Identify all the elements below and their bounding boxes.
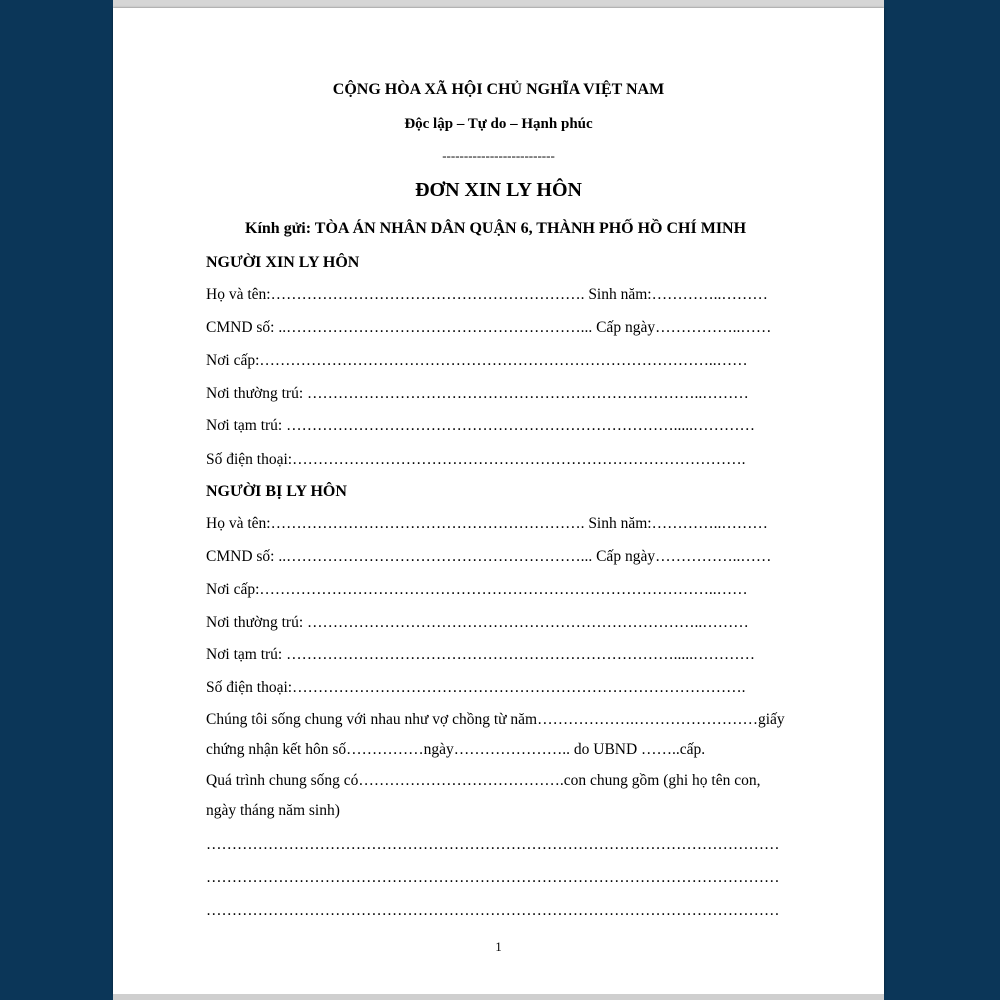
respondent-temporary-address-line: Nơi tạm trú: ………………………………………………………………….....………… <box>206 646 755 663</box>
applicant-id-line: CMND số: ..…………………………………………………... Cấp ngày……………..…… <box>206 319 772 336</box>
blank-line: ………………………………………………………………………………………………… <box>206 869 780 886</box>
applicant-name-line: Họ và tên:……………………………………………………. Sinh năm:…………..……… <box>206 286 768 303</box>
respondent-heading: NGƯỜI BỊ LY HÔN <box>206 483 347 500</box>
next-page-edge <box>113 994 884 1000</box>
applicant-phone-line: Số điện thoại:……………………………………………………………………………. <box>206 451 746 468</box>
separator-line: -------------------------- <box>442 148 555 163</box>
children-line-1: Quá trình chung sống có………………………………….con chung gồm (ghi họ tên con, <box>206 772 761 789</box>
document-page <box>113 8 884 994</box>
motto: Độc lập – Tự do – Hạnh phúc <box>404 116 593 132</box>
blank-line: ………………………………………………………………………………………………… <box>206 836 780 853</box>
applicant-heading: NGƯỜI XIN LY HÔN <box>206 254 360 271</box>
blank-line: ………………………………………………………………………………………………… <box>206 902 780 919</box>
respondent-phone-line: Số điện thoại:……………………………………………………………………………. <box>206 679 746 696</box>
respondent-issued-place-line: Nơi cấp:……………………………………………………………………………..…… <box>206 581 748 598</box>
country-header: CỘNG HÒA XÃ HỘI CHỦ NGHĨA VIỆT NAM <box>332 81 665 98</box>
respondent-id-line: CMND số: ..…………………………………………………... Cấp ngày……………..…… <box>206 548 772 565</box>
respondent-name-line: Họ và tên:……………………………………………………. Sinh năm:…………..……… <box>206 515 768 532</box>
applicant-temporary-address-line: Nơi tạm trú: ………………………………………………………………….....………… <box>206 417 755 434</box>
document-title: ĐƠN XIN LY HÔN <box>415 179 582 201</box>
previous-page-edge <box>113 0 884 8</box>
recipient-label: Kính gửi: <box>245 220 312 237</box>
applicant-issued-place-line: Nơi cấp:……………………………………………………………………………..…… <box>206 352 748 369</box>
recipient-name: TÒA ÁN NHÂN DÂN QUẬN 6, THÀNH PHỐ HỒ CHÍ MINH <box>314 220 747 237</box>
recipient-line <box>245 219 746 239</box>
marriage-line-2: chứng nhận kết hôn số……………ngày………………….. do UBND ……..cấp. <box>206 741 706 758</box>
respondent-permanent-address-line: Nơi thường trú: …………………………………………………………………..……… <box>206 614 749 631</box>
applicant-permanent-address-line: Nơi thường trú: …………………………………………………………………..……… <box>206 385 749 402</box>
page-number: 1 <box>495 939 502 954</box>
children-line-2: ngày tháng năm sinh) <box>206 802 340 819</box>
marriage-line-1: Chúng tôi sống chung với nhau như vợ chồng từ năm……………….……………………giấy <box>206 711 785 728</box>
